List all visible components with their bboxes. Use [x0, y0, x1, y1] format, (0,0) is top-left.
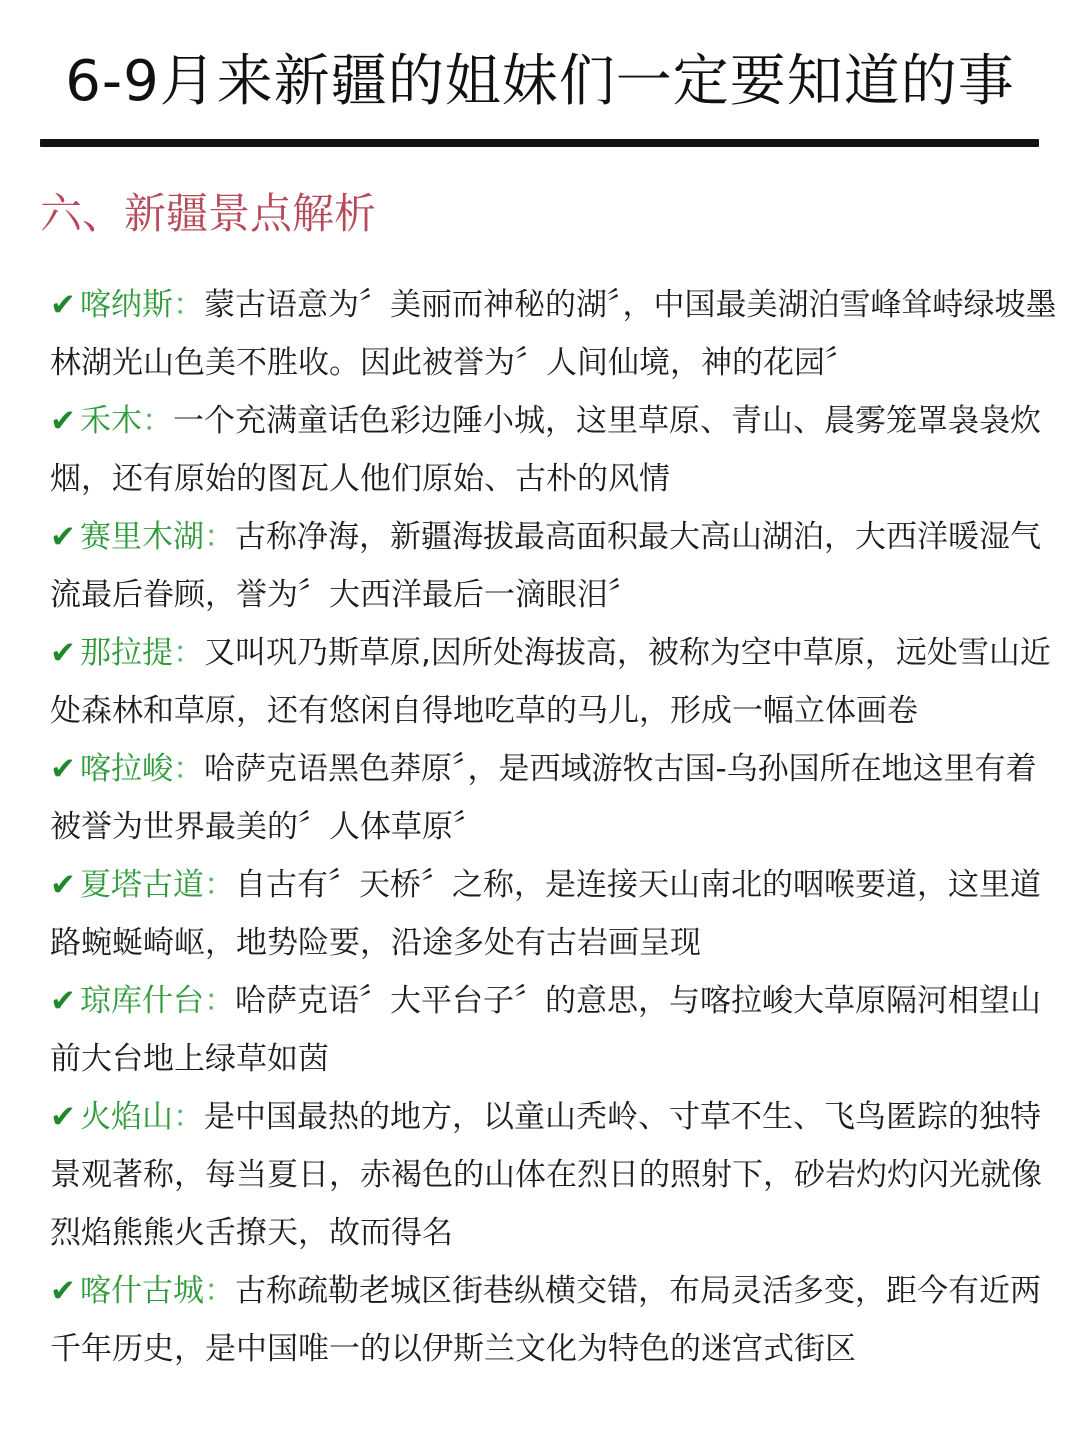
attraction-name: 喀拉峻 — [79, 751, 173, 787]
attraction-name: 火焰山 — [79, 1099, 173, 1135]
attraction-entry-kalajun — [50, 740, 1060, 856]
title-divider — [40, 139, 1039, 147]
attraction-description: 又叫巩乃斯草原,因所处海拔高，被称为空中草原，远处雪山近处森林和草原，还有悠闲自得地吃草的马儿，形成一幅立体画卷 — [50, 635, 1051, 729]
attraction-description: 是中国最热的地方，以童山秃岭、寸草不生、飞鸟匿踪的独特景观著称，每当夏日，赤褐色的山体在烈日的照射下，砂岩灼灼闪光就像烈焰熊熊火舌撩天，故而得名 — [50, 1099, 1042, 1251]
section-heading: 六、新疆景点解析 — [40, 189, 377, 238]
check-icon: ✔ — [50, 1099, 76, 1135]
attraction-description: 一个充满童话色彩边陲小城，这里草原、青山、晨雾笼罩袅袅炊烟，还有原始的图瓦人他们原始、古朴的风情 — [50, 403, 1041, 497]
attractions-list — [50, 276, 1060, 1378]
attraction-entry-nalati — [50, 624, 1060, 740]
attraction-description: 自古有〞天桥〞之称，是连接天山南北的咽喉要道，这里道路蜿蜒崎岖，地势险要，沿途多处有古岩画呈现 — [50, 867, 1041, 961]
attraction-description: 古称净海，新疆海拔最高面积最大高山湖泊，大西洋暖湿气流最后眷顾，誉为〞大西洋最后一滴眼泪〞 — [50, 519, 1041, 613]
check-icon: ✔ — [50, 867, 76, 903]
attraction-separator: ： — [203, 519, 235, 555]
attraction-separator: ： — [172, 751, 204, 787]
attraction-description: 古称疏勒老城区街巷纵横交错，布局灵活多变，距今有近两千年历史，是中国唯一的以伊斯兰文化为特色的迷宫式街区 — [50, 1273, 1041, 1367]
check-icon: ✔ — [50, 983, 76, 1019]
attraction-separator: ： — [172, 635, 204, 671]
check-icon: ✔ — [50, 1273, 76, 1309]
attraction-separator: ： — [172, 287, 204, 323]
check-icon: ✔ — [50, 287, 76, 323]
attraction-separator: ： — [203, 867, 235, 903]
check-icon: ✔ — [50, 635, 76, 671]
attraction-name: 那拉提 — [79, 635, 173, 671]
attraction-description: 哈萨克语黑色莽原〞，是西域游牧古国-乌孙国所在地这里有着被誉为世界最美的〞人体草原〞 — [50, 751, 1037, 845]
attraction-entry-kanas — [50, 276, 1060, 392]
attraction-description: 蒙古语意为〞美丽而神秘的湖〞，中国最美湖泊雪峰耸峙绿坡墨林湖光山色美不胜收。因此被誉为〞人间仙境，神的花园〞 — [50, 287, 1057, 381]
attraction-entry-sayram-lake — [50, 508, 1060, 624]
attraction-name: 夏塔古道 — [79, 867, 204, 903]
attraction-entry-qiongkushitai — [50, 972, 1060, 1088]
check-icon: ✔ — [50, 403, 76, 439]
attraction-entry-hemu — [50, 392, 1060, 508]
attraction-entry-kashgar-old-city — [50, 1262, 1060, 1378]
attraction-name: 禾木 — [79, 403, 142, 439]
attraction-name: 喀什古城 — [79, 1273, 204, 1309]
attraction-separator: ： — [141, 403, 173, 439]
attraction-name: 琼库什台 — [79, 983, 204, 1019]
check-icon: ✔ — [50, 519, 76, 555]
attraction-description: 哈萨克语〞大平台子〞的意思，与喀拉峻大草原隔河相望山前大台地上绿草如茵 — [50, 983, 1041, 1077]
check-icon: ✔ — [50, 751, 76, 787]
attraction-separator: ： — [203, 1273, 235, 1309]
attraction-name: 喀纳斯 — [79, 287, 173, 323]
page-title: 6-9月来新疆的姐妹们一定要知道的事 — [65, 49, 1015, 114]
attraction-separator: ： — [203, 983, 235, 1019]
attraction-separator: ： — [172, 1099, 204, 1135]
attraction-entry-flaming-mountains — [50, 1088, 1060, 1262]
attraction-name: 赛里木湖 — [79, 519, 204, 555]
attraction-entry-xiata-ancient-road — [50, 856, 1060, 972]
